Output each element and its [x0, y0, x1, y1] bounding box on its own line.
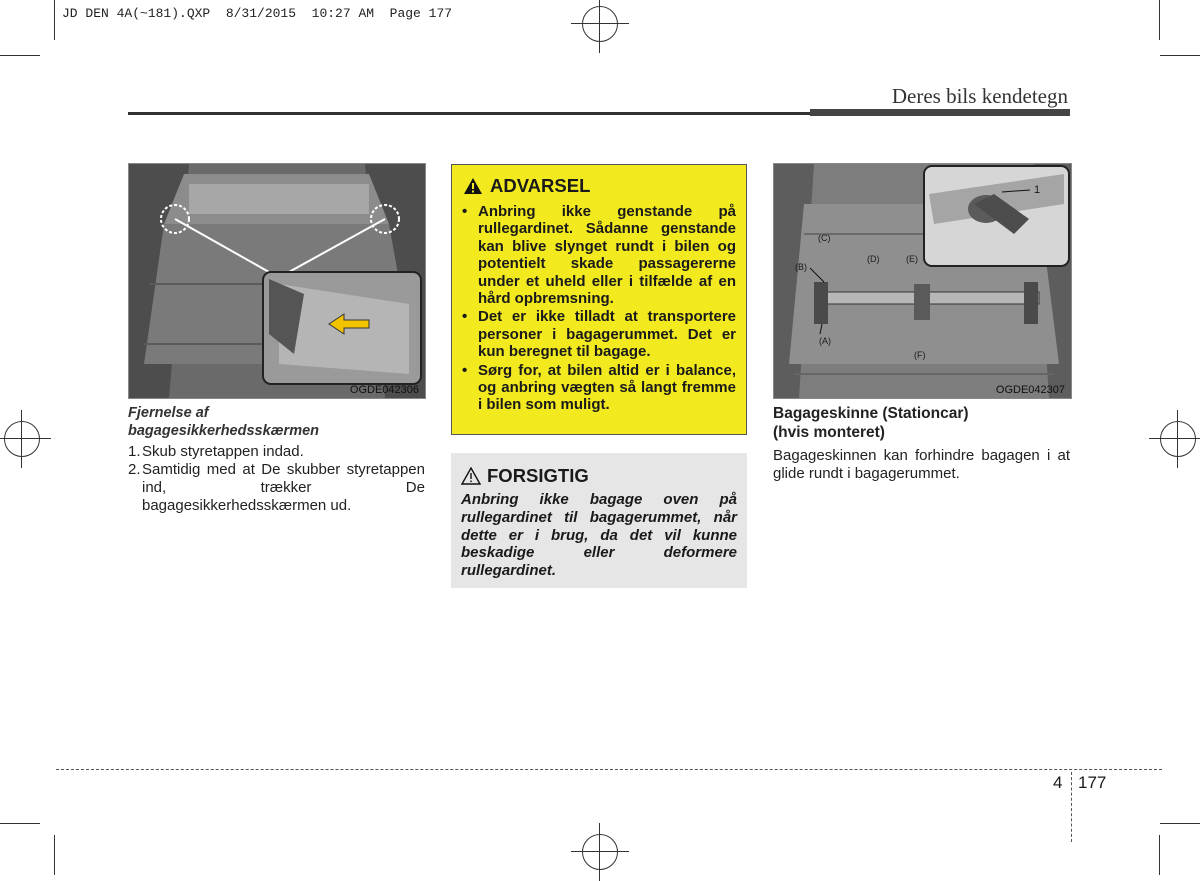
- rail-description: Bagageskinnen kan forhindre bagagen i at glide rundt i bagagerummet.: [773, 447, 1070, 482]
- section-heading: [773, 404, 1070, 442]
- cargo-area-illustration: [129, 164, 425, 398]
- step-text: Samtidig med at De skubber styretappen ind, trækker De bagagesikkerhedsskærmen ud.: [142, 461, 425, 514]
- rail-label-e: (E): [906, 254, 918, 264]
- callout-label: 1: [1034, 184, 1041, 196]
- list-item: [128, 443, 425, 461]
- list-item: • Det er ikke tilladt at transportere personer i bagagerummet. Det er kun beregnet til bagage.: [462, 308, 736, 361]
- warning-box: [451, 164, 747, 435]
- registration-mark-icon: [4, 421, 40, 457]
- warning-item-text: Det er ikke tilladt at transportere personer i bagagerummet. Det er kun beregnet til bagage.: [478, 308, 736, 361]
- heading-line: Bagageskinne (Stationcar): [773, 405, 969, 422]
- caution-heading: [461, 465, 737, 487]
- crop-mark: [1160, 823, 1200, 824]
- photo-code: OGDE042306: [349, 384, 419, 396]
- crop-mark: [1159, 835, 1160, 875]
- crop-mark: [54, 835, 55, 875]
- crop-mark: [54, 0, 55, 40]
- warning-item-text: Anbring ikke genstande på rullegardinet. Sådanne genstande kan blive slynget rundt i bilen og potentielt skade passagererne under et uheld eller i tilfælde af en hård opbremsning.: [478, 203, 736, 308]
- heading-line: (hvis monteret): [773, 424, 885, 441]
- registration-mark-icon: [582, 6, 618, 42]
- warning-item-text: Sørg for, at bilen altid er i balance, og anbring vægten så langt fremme i bilen som muligt.: [478, 361, 736, 414]
- list-item: • Sørg for, at bilen altid er i balance, og anbring vægten så langt fremme i bilen som muligt.: [462, 361, 736, 414]
- photo-code: OGDE042307: [995, 384, 1065, 396]
- crop-mark: [0, 823, 40, 824]
- step-number: 2.: [128, 461, 141, 478]
- footer-divider: [1071, 772, 1072, 842]
- list-item: • Anbring ikke genstande på rullegardinet. Sådanne genstande kan blive slynget rundt i bilen og potentielt skade passagererne under et uheld eller i tilfælde af en hård opbremsning.: [462, 203, 736, 308]
- rail-label-b: (B): [795, 262, 807, 272]
- caution-triangle-icon: [461, 467, 481, 485]
- chapter-number: 4: [1053, 773, 1063, 792]
- crop-mark: [1160, 55, 1200, 56]
- warning-heading: [464, 175, 736, 197]
- warning-title: ADVARSEL: [490, 175, 591, 196]
- rail-label-f: (F): [914, 350, 926, 360]
- page-number: 177: [1078, 773, 1107, 792]
- cargo-cover-photo: [128, 163, 426, 399]
- luggage-rail-illustration: [774, 164, 1071, 398]
- section-title: Deres bils kendetegn: [891, 84, 1068, 108]
- steps-list: [128, 443, 425, 515]
- registration-mark-icon: [582, 834, 618, 870]
- rail-label-d: (D): [867, 254, 880, 264]
- step-text: Skub styretappen indad.: [142, 443, 304, 460]
- footer-rule: [56, 769, 1162, 770]
- caution-box: [451, 453, 747, 588]
- list-item: [128, 461, 425, 515]
- caution-text: Anbring ikke bagage oven på rullegardinet til bagagerummet, når dette er i brug, da det vil kunne beskadige eller deformere rullegardinet.: [461, 491, 737, 580]
- rail-label-a: (A): [819, 336, 831, 346]
- caution-title: FORSIGTIG: [487, 465, 589, 486]
- warning-triangle-icon: [464, 178, 482, 194]
- print-header: JD DEN 4A(~181).QXP 8/31/2015 10:27 AM Page 177: [62, 6, 453, 21]
- photo-caption: Fjernelse af bagagesikkerhedsskærmen: [128, 405, 320, 439]
- rail-label-c: (C): [818, 233, 831, 243]
- header-rule-accent: [810, 109, 1070, 116]
- crop-mark: [1159, 0, 1160, 40]
- registration-mark-icon: [1160, 421, 1196, 457]
- luggage-rail-photo: [773, 163, 1072, 399]
- crop-mark: [0, 55, 40, 56]
- step-number: 1.: [128, 443, 141, 460]
- header-rule: [128, 112, 810, 115]
- warning-list: [462, 203, 736, 414]
